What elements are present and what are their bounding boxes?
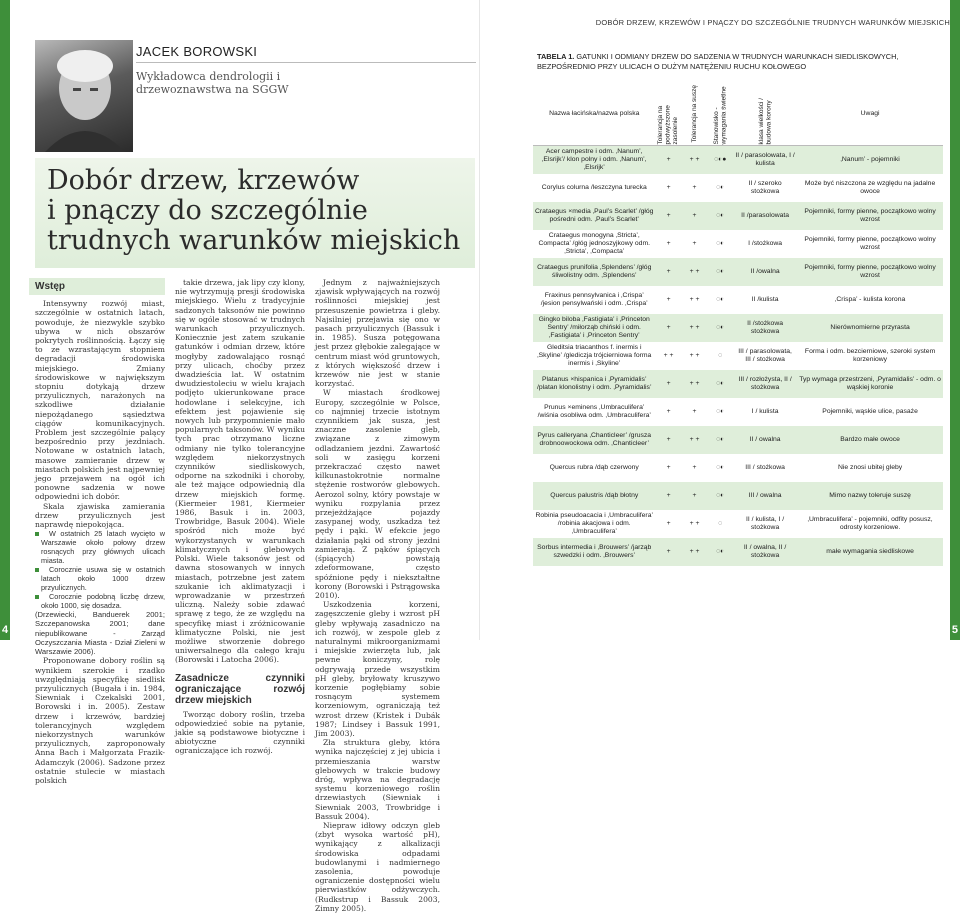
header-size-class-text: klasa wielkości / budowa korony — [757, 97, 773, 145]
table-row — [533, 454, 943, 482]
table-cell-name: Pyrus calleryana ‚Chanticleer’ /grusza drobnoowockowa odm. ‚Chanticleer’ — [533, 426, 655, 454]
table-row — [533, 342, 943, 370]
title-line-1: Dobór drzew, krzewów — [47, 165, 360, 196]
table-row — [533, 314, 943, 342]
header-drought-tolerance-text: Tolerancja na suszę — [690, 85, 698, 143]
table-cell-name: Quercus rubra /dąb czerwony — [533, 454, 655, 482]
table-cell-notes: Nierównomierne przyrasta — [797, 314, 943, 342]
table-cell-size: I /stożkowa — [733, 230, 797, 258]
table-cell-notes: Pojemniki, wąskie ulice, pasaże — [797, 398, 943, 426]
paragraph: Intensywny rozwój miast, szczególnie w ostatnich latach, powoduje, że niezwykle szybko ubywa w nich obszarów pokrytych roślinnością. Łączy się to ze wzrastającym stopniem degradacji środowiska miejskiego. Zmiany środowiskowe w największym stopniu dotykają drzew przyulicznych, narażonych na szkodliwe działanie niepożądanego sąsiedztwa ciągów komunikacyjnych. Problem jest szczególnie palący bezpośrednio przy jezdniach. Notowane w ostatnich latach, masowe zamieranie drzew w miastach polskich jest najpewniej jego przejawem na ogół ich ponowne sadzenia w nowe odpowiedni ich dobór. — [35, 299, 165, 502]
table-cell-salt: + — [655, 286, 681, 314]
table-cell-size: III / stożkowa — [733, 454, 797, 482]
table-cell-size: II / kulista, I / stożkowa — [733, 510, 797, 538]
table-row — [533, 258, 943, 286]
table-cell-light: ◌◐ — [707, 314, 733, 342]
table-cell-size: III / owalna — [733, 482, 797, 510]
table-cell-size: II / owalna — [733, 426, 797, 454]
table-cell-light: ◌◐ — [707, 370, 733, 398]
table-cell-salt: + — [655, 454, 681, 482]
table-cell-drought: + — [682, 202, 708, 230]
left-page-number: 4 — [2, 624, 9, 636]
table-cell-notes: Pojemniki, formy pienne, początkowo wolny wzrost — [797, 258, 943, 286]
table-cell-notes: Typ wymaga przestrzeni, ‚Pyramidalis’ - odm. o wąskiej koronie — [797, 370, 943, 398]
table-cell-light: ◌◐ — [707, 174, 733, 202]
table-cell-name: Gleditsia triacanthos f. inermis i ‚Skyline’ /glediczja trójcierniowa forma inermis i ‚Skyline’ — [533, 342, 655, 370]
table-cell-notes: Forma i odm. bezcierniowe, szeroki system korzeniowy — [797, 342, 943, 370]
table-cell-drought: + — [682, 174, 708, 202]
table-cell-notes: Nie znosi ubitej gleby — [797, 454, 943, 482]
section-heading-intro: Wstęp — [29, 278, 165, 295]
author-role: Wykładowca dendrologii i drzewoznawstwa na SGGW — [136, 70, 289, 96]
section-heading-factors: Zasadnicze czynniki ograniczające rozwój drzew miejskich — [175, 672, 305, 706]
table-row — [533, 174, 943, 202]
table-cell-notes: Bardzo małe owoce — [797, 426, 943, 454]
table-cell-drought: + + — [682, 538, 708, 566]
species-table — [533, 83, 943, 566]
table-cell-size: II /owalna — [733, 258, 797, 286]
table-cell-name: Crataegus ×media ‚Paul’s Scarlet’ /głóg pośredni odm. ‚Paul’s Scarlet’ — [533, 202, 655, 230]
table-row — [533, 426, 943, 454]
table-cell-size: III / parasolowata, III / stożkowa — [733, 342, 797, 370]
header-salt-tolerance-text: Tolerancja na podwyższone zasolenie — [657, 105, 680, 145]
table-cell-name: Corylus colurna /leszczyna turecka — [533, 174, 655, 202]
table-cell-light: ◌◐ — [707, 258, 733, 286]
table-caption-text: GATUNKI I ODMIANY DRZEW DO SADZENIA W TRUDNYCH WARUNKACH SIEDLISKOWYCH, BEZPOŚREDNIO PRZY ULICACH O DUŻYM NATĘŻENIU RUCHU KOŁOWEGO — [537, 52, 899, 71]
table-row — [533, 230, 943, 258]
author-name: JACEK BOROWSKI — [136, 44, 258, 59]
table-cell-light: ◌ — [707, 342, 733, 370]
table-cell-salt: + — [655, 174, 681, 202]
table-cell-size: II /kulista — [733, 286, 797, 314]
table-row — [533, 538, 943, 566]
table-cell-drought: + + — [682, 286, 708, 314]
text-column-1 — [35, 278, 165, 785]
table-cell-salt: + — [655, 314, 681, 342]
table-cell-drought: + — [682, 482, 708, 510]
paragraph: Proponowane dobory roślin są wynikiem szerokie i rzadko uwzględniają specyfikę siedlisk przyulicznych (Bugała i in. 1984, Siewniak i Czekalski 2001, Borowski i in. 2005). Zestaw drzew i krzewów, bardziej tolerancyjnych względem niekorzystnych warunków przyulicznych, zaproponowały Anna Bach i Małgorzata Frazik-Adamczyk (2006). Sadzone przez ostatnie stulecie w miastach polskich — [35, 656, 165, 785]
table-cell-size: II /stożkowa stożkowa — [733, 314, 797, 342]
table-cell-name: Prunus ×eminens ‚Umbraculifera’ /wiśnia osobliwa odm. ‚Umbraculifera’ — [533, 398, 655, 426]
header-size-class — [733, 83, 797, 145]
right-page-number: 5 — [951, 624, 958, 636]
text-column-3 — [315, 278, 440, 913]
table-row — [533, 398, 943, 426]
header-light — [707, 83, 733, 145]
table-cell-name: Crataegus monogyna ‚Stricta’, Compacta’ /głóg jednoszyjkowy odm. ‚Stricta’, ‚Compacta’ — [533, 230, 655, 258]
table-cell-name: Gingko biloba ‚Fastigiata’ i ‚Princeton Sentry’ /miłorząb chiński i odm. ‚Fastigiata’ i ‚Princeton Sentry’ — [533, 314, 655, 342]
table-row — [533, 510, 943, 538]
table-cell-notes: ‚Umbraculifera’ - pojemniki, odfity posusz, odrosty korzeniowe. — [797, 510, 943, 538]
text-column-2 — [175, 278, 305, 756]
table-cell-drought: + + — [682, 342, 708, 370]
table-cell-salt: + — [655, 538, 681, 566]
bullet-item: Corocznie podobną liczbę drzew, około 1000, się dosadza. — [35, 592, 165, 610]
table-cell-size: II /parasolowata — [733, 202, 797, 230]
table-caption — [537, 52, 937, 72]
table-cell-salt: + — [655, 145, 681, 174]
table-cell-drought: + + — [682, 426, 708, 454]
running-head: DOBÓR DRZEW, KRZEWÓW I PNĄCZY DO SZCZEGÓLNIE TRUDNYCH WARUNKÓW MIEJSKICH — [595, 18, 950, 27]
header-drought-tolerance — [682, 83, 708, 145]
table-cell-notes: Pojemniki, formy pienne, początkowo wolny wzrost — [797, 202, 943, 230]
table-cell-salt: + — [655, 398, 681, 426]
author-photo — [35, 40, 133, 152]
table-cell-name: Sorbus intermedia i ‚Brouwers’ /jarząb szwedzki i odm. ‚Brouwers’ — [533, 538, 655, 566]
table-cell-salt: + — [655, 482, 681, 510]
table-cell-notes: ‚Nanum’ - pojemniki — [797, 145, 943, 174]
table-cell-light: ◌ — [707, 510, 733, 538]
table-cell-drought: + + — [682, 145, 708, 174]
table-cell-light: ◌◐ — [707, 230, 733, 258]
table-cell-name: Quercus palustris /dąb błotny — [533, 482, 655, 510]
table-cell-drought: + + — [682, 370, 708, 398]
paragraph: takie drzewa, jak lipy czy klony, nie wytrzymują presji środowiska miejskiego. Wielu z tradycyjnie sadzonych taksonów nie powinno się w ogóle stosować w trudnych warunkach przyulicznych. Koniecznie jest zatem szukanie gatunków i odmian drzew, które mogłyby zadowalająco rosnąć przy ulicach, choćby przez dwadzieścia lat. W ostatnim dwudziestoleciu w wielu krajach podjęto ukierunkowane prace hodowlane i selekcyjne, ich efektem jest pojawienie się nowych lub przypomnienie mało popularnych taksonów. W wyniku tych prac otrzymano liczne odmiany nie tylko tolerancyjne względem niekorzystnych czynników siedliskowych, odporne na szkodniki i choroby, ale też mające odpowiednią dla drzew miejskich formę. (Kiermeier 1981, Kiermeier 1986, Basuk i in. 2003, Trowbridge, Basuk 2004). Wiele spośród nich może być wykorzystanych w warunkach klimatycznych i glebowych Polski. Wiele taksonów jest od dawna stosowanych w innych miastach, potrzebne jest zatem szukanie ich aklimatyzacji i wprowadzanie w przestrzeń uliczną. Należy sobie zdawać sprawę z tego, że ze względu na specyfikę miast i zróżnicowanie klimatyczne Polski, nie jest możliwe stworzenie dobrego uniwersalnego dla całego kraju (Borowski i Latocha 2006). — [175, 278, 305, 665]
table-row — [533, 286, 943, 314]
table-cell-salt: + — [655, 258, 681, 286]
table-cell-size: II / szeroko stożkowa — [733, 174, 797, 202]
paragraph: Niepraw idłowy odczyn gleb (zbyt wysoka wartość pH), wynikający z alkalizacji środowiska odpadami budowlanymi i nadmiernego zasolenia, powoduje ograniczenie dostępności wielu pierwiastków odżywczych. (Rudkstrup i Bassuk 2003, Zimny 2005). — [315, 820, 440, 913]
table-cell-light: ◌◐ — [707, 482, 733, 510]
table-cell-salt: + — [655, 510, 681, 538]
table-cell-name: Fraxinus pennsylvanica i ‚Crispa’ /jesion pensylwański i odm. ‚Crispa’ — [533, 286, 655, 314]
paragraph: W miastach środkowej Europy, szczególnie w Polsce, co najmniej trzecie istotnym czynnikiem jak susza, jest znaczne zasolenie gleb, związane z zimowym odladzaniem jezdni. Zawartość soli w zasięgu korzeni przekraczać często nawet kilkunastokrotnie normalne stężenie rostworów glebowych. Aerozol solny, który powstaje w wyniku rozpylania przez przejeżdżające pojazdy zasypanej wody, uszkadza też pędy i pąki. W efekcie jego działania pąki od strony jezdni zamierają. Z pąków śpiących (śpiących) powstają zdeformowane, często spóźnione pędy i niekształtne korony (Borowski i Pstrągowska 2010). — [315, 388, 440, 600]
paragraph: Uszkodzenia korzeni, zagęszczenie gleby i wzrost pH gleby wpływają zasadniczo na ich rozwój, w zespole gleb z naturalnymi mikroorganizmami i miejskie zwierzęta lub, jak pewne koniczyny, rolę odgrywają przede wszystkim pH gleby, bryłowaty kruszywo korzenie pogłębiamy sobie rosnącym systemem korzeniowym, ograniczają też wzrost drzew (Kristek i Dubák 1987; Lindsey i Bassuk 1991, Jim 2003). — [315, 600, 440, 738]
header-light-text: Stanowisko - wymagania świetlne — [712, 86, 728, 145]
table-cell-notes: ‚Crispa’ - kulista korona — [797, 286, 943, 314]
bullet-item: W ostatnich 25 latach wycięto w Warszawie około połowy drzew rosnących przy głównych ulicach miasta. — [35, 529, 165, 565]
left-page-edge-bar — [0, 0, 10, 640]
table-cell-light: ◌◐● — [707, 145, 733, 174]
table-cell-salt: + + — [655, 342, 681, 370]
source-note: (Drzewiecki, Banduerek 2001; Szczepanowska 2001; dane niepublikowane - Zarząd Oczyszczania Miasta - Dział Zieleni w Warszawie 2006). — [35, 610, 165, 657]
table-cell-drought: + — [682, 454, 708, 482]
table-cell-notes: Może być niszczona ze względu na jadalne owoce — [797, 174, 943, 202]
table-cell-name: Robinia pseudoacacia i ‚Umbraculifera’ /robinia akacjowa i odm. ‚Umbraculifera’ — [533, 510, 655, 538]
table-cell-size: III / rozłożysta, II / stożkowa — [733, 370, 797, 398]
table-cell-salt: + — [655, 230, 681, 258]
table-cell-drought: + + — [682, 258, 708, 286]
table-cell-drought: + — [682, 398, 708, 426]
table-cell-size: I / kulista — [733, 398, 797, 426]
table-cell-size: II / parasolowata, I / kulista — [733, 145, 797, 174]
table-cell-light: ◌◐ — [707, 426, 733, 454]
table-header-row — [533, 83, 943, 145]
paragraph: Skala zjawiska zamierania drzew przyulicznych jest naprawdę niepokojąca. — [35, 501, 165, 530]
paragraph: Zła struktura gleby, która wynika najczęściej z jej ubicia i przemieszania warstw glebowych w trakcie budowy dróg, wpływa na degradację systemu korzeniowego roślin drzewiastych (Siewniak i Siewniak 2003, Trowbridge i Bassuk 2004). — [315, 738, 440, 821]
header-notes: Uwagi — [797, 83, 943, 145]
table-cell-size: II / owalna, II / stożkowa — [733, 538, 797, 566]
table-cell-drought: + + — [682, 510, 708, 538]
table-cell-drought: + — [682, 230, 708, 258]
table-cell-notes: Mimo nazwy toleruje suszę — [797, 482, 943, 510]
table-cell-salt: + — [655, 426, 681, 454]
table-row — [533, 482, 943, 510]
table-cell-salt: + — [655, 202, 681, 230]
table-cell-notes: małe wymagania siedliskowe — [797, 538, 943, 566]
bullet-item: Corocznie usuwa się w ostatnich latach około 1000 drzew przyulicznych. — [35, 565, 165, 592]
article-title — [47, 166, 477, 256]
table-cell-light: ◌◐ — [707, 286, 733, 314]
table-row — [533, 370, 943, 398]
table-cell-light: ◌◐ — [707, 538, 733, 566]
header-salt-tolerance — [655, 83, 681, 145]
table-cell-notes: Pojemniki, formy pienne, początkowo wolny wzrost — [797, 230, 943, 258]
table-cell-name: Acer campestre i odm. ‚Nanum’, ‚Elsrijk’/ klon polny i odm. ‚Nanum’, ‚Elsrijk’ — [533, 145, 655, 174]
table-cell-name: Crataegus prunifolia ‚Splendens’ /głóg śliwolistny odm. ‚Splendens’ — [533, 258, 655, 286]
header-name: Nazwa łacińska/nazwa polska — [533, 83, 655, 145]
table-row — [533, 145, 943, 174]
table-cell-salt: + — [655, 370, 681, 398]
title-line-3: trudnych warunków miejskich — [47, 225, 461, 256]
paragraph: Tworząc dobory roślin, trzeba odpowiedzieć sobie na pytanie, jakie są podstawowe biotyczne i abiotyczne czynniki ograniczające ich rozwój. — [175, 709, 305, 756]
title-line-2: i pnączy do szczególnie — [47, 195, 368, 226]
right-page-edge-bar — [950, 0, 960, 640]
table-row — [533, 202, 943, 230]
table-cell-light: ◌◐ — [707, 202, 733, 230]
table-caption-label: TABELA 1. — [537, 52, 575, 61]
table-cell-light: ◌◐ — [707, 454, 733, 482]
table-body — [533, 145, 943, 566]
table-cell-name: Platanus ×hispanica i ‚Pyramidalis’ /platan klonolistny i odm. ‚Pyramidalis’ — [533, 370, 655, 398]
table-cell-drought: + + — [682, 314, 708, 342]
table-cell-light: ◌◐ — [707, 398, 733, 426]
author-divider — [136, 62, 476, 63]
paragraph: Jednym z najważniejszych zjawisk wpływających na rozwój roślinności miejskiej jest przesuszenie powietrza i gleby. Najsilniej przejawia się ono w pasach przyulicznych (Bassuk i in. 1985). Susza potęgowana jest przez głębokie zalegające w centrum miast wód gruntowych, z których większość drzew i krzewów nie jest w stanie korzystać. — [315, 278, 440, 389]
